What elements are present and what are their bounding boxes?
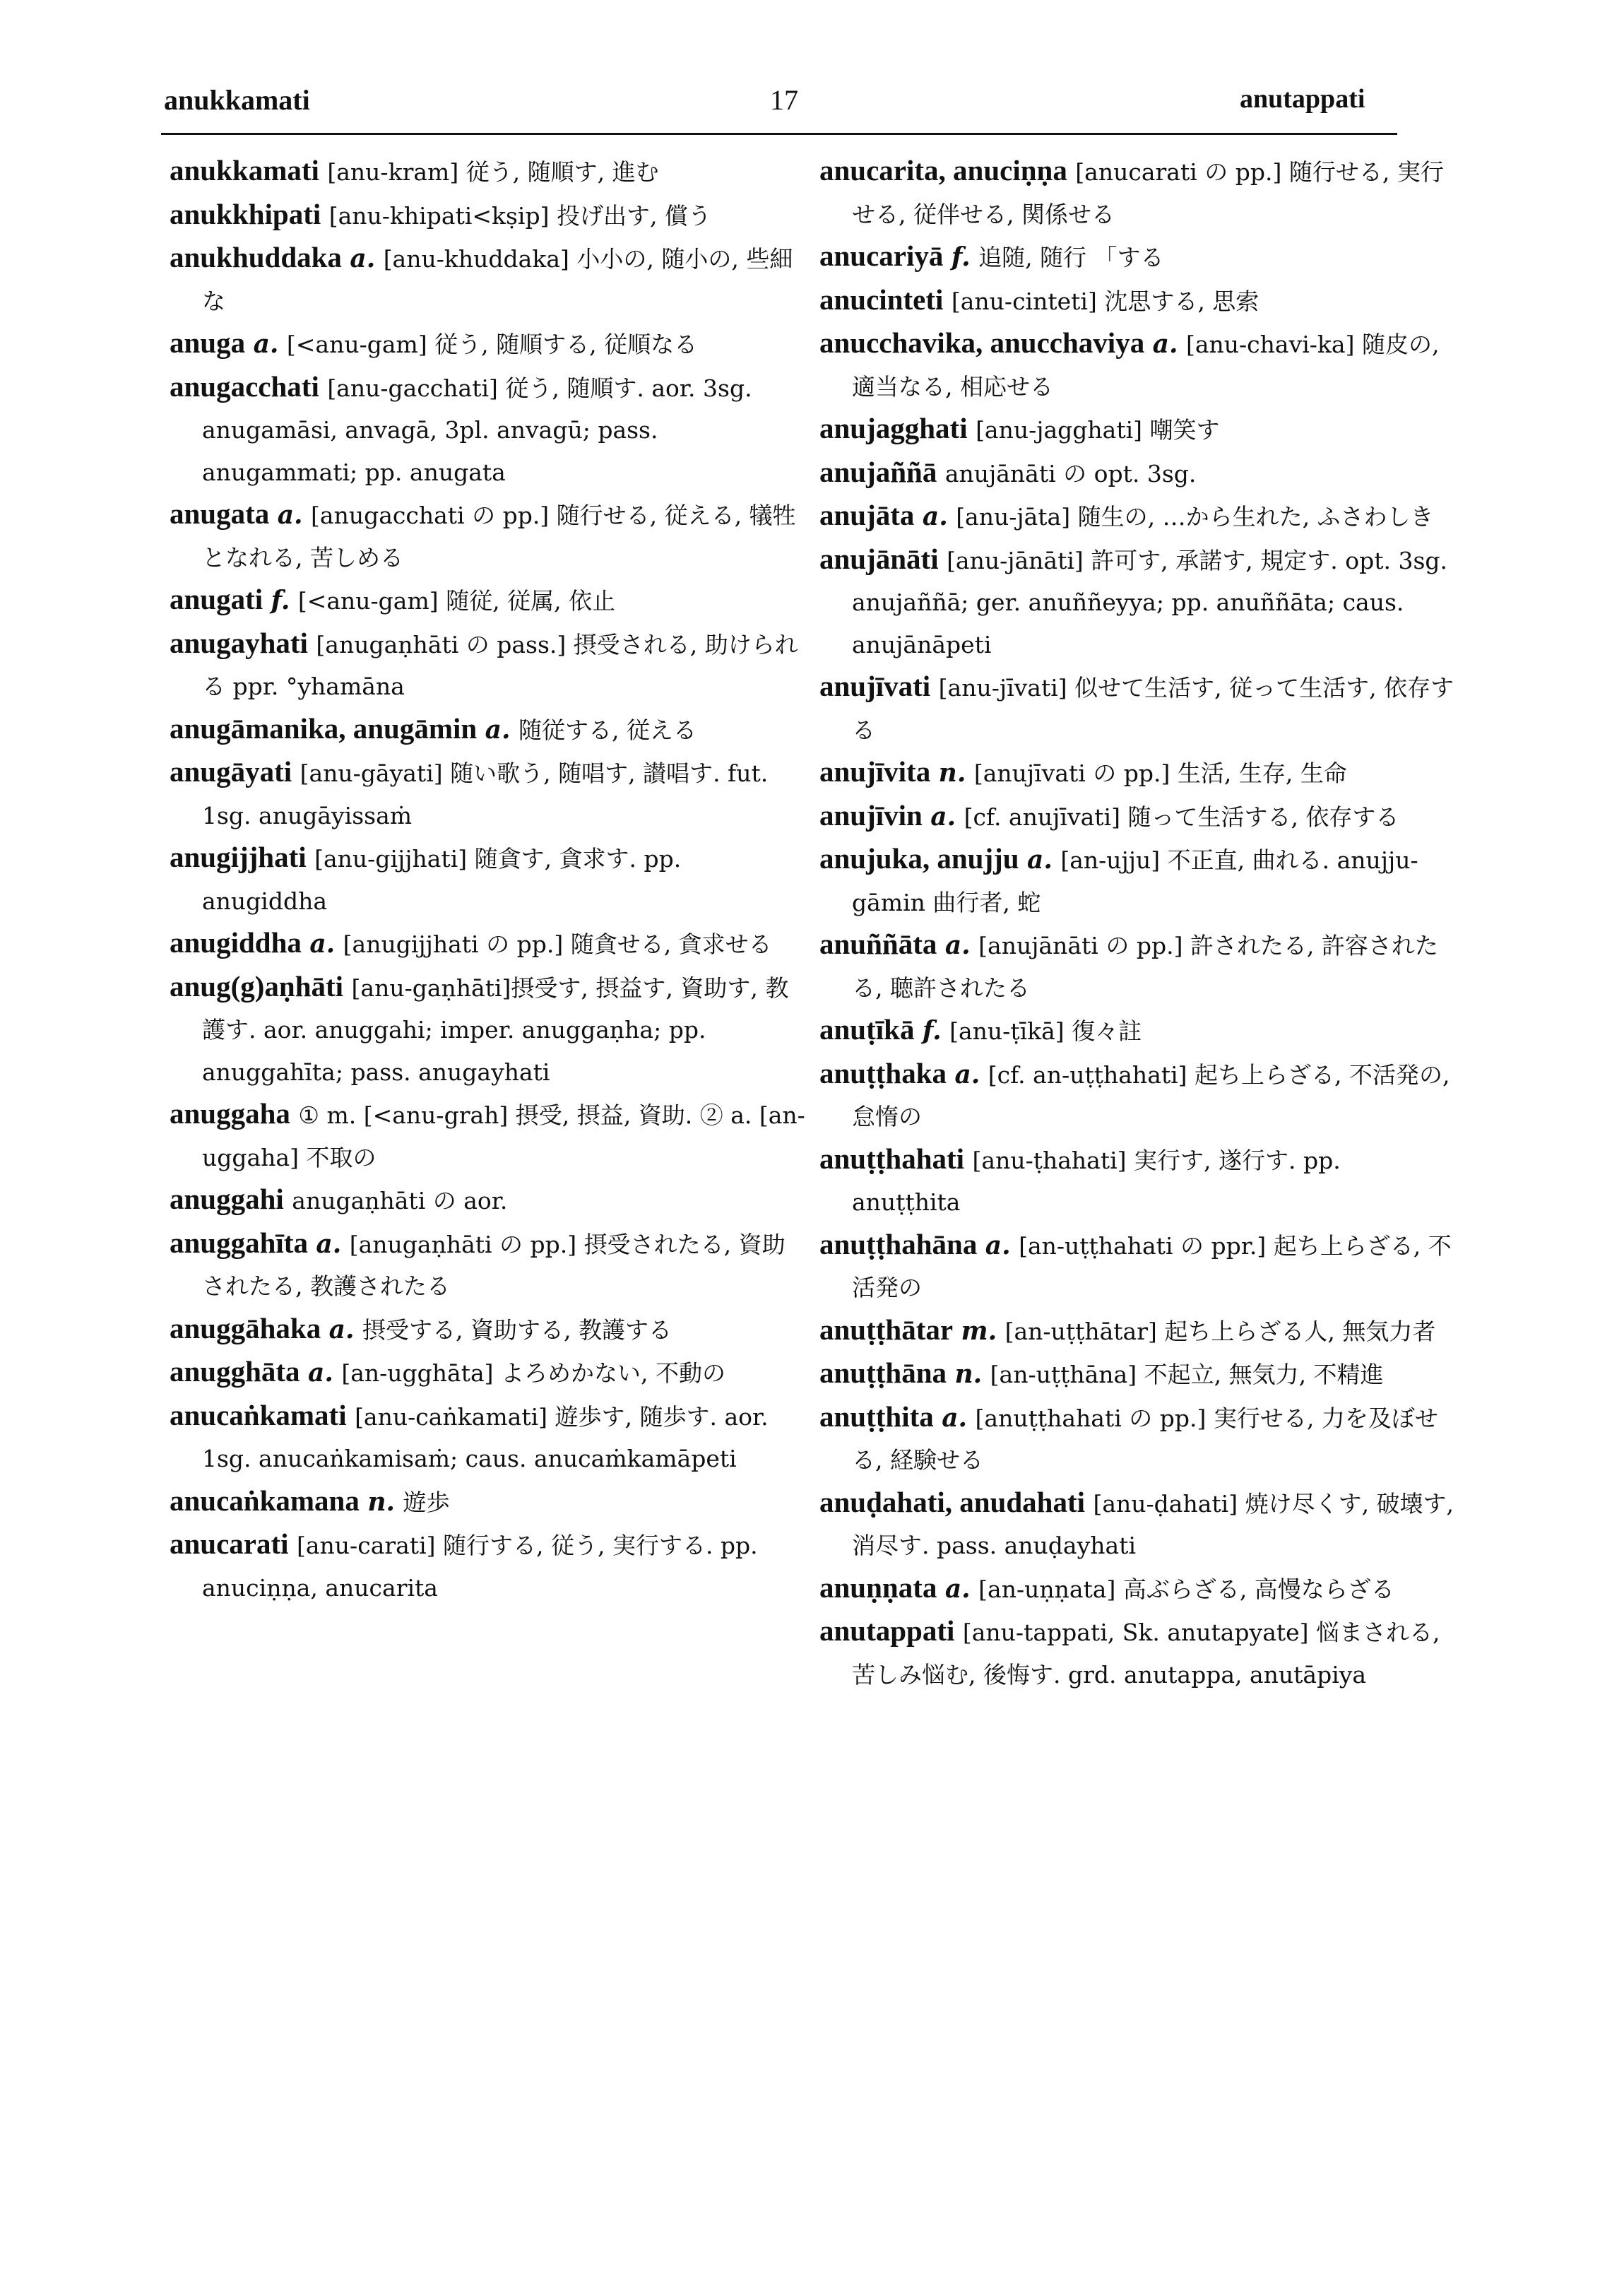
entry-headword: anuṭīkā (819, 1013, 915, 1046)
entry-grammar: a. (277, 500, 303, 530)
dictionary-entry (819, 322, 1455, 408)
dictionary-entry (819, 795, 1455, 839)
entry-definition: anujānāti の opt. 3sg. (944, 459, 1197, 487)
dictionary-entry (170, 322, 805, 366)
dictionary-entry (819, 1138, 1455, 1224)
dictionary-entry (819, 538, 1455, 666)
entry-headword: anuṭṭhita (819, 1400, 934, 1433)
dictionary-entry (819, 1567, 1455, 1611)
entry-definition: [an-uṇṇata] 高ぶらざる, 高慢ならざる (978, 1575, 1394, 1603)
entry-headword: anugata (170, 497, 270, 530)
dictionary-entry (170, 579, 805, 622)
running-head-right: anutappati (1240, 84, 1365, 114)
entry-headword: anugāyati (170, 755, 292, 788)
dictionary-entry (170, 836, 805, 922)
entry-grammar: a. (930, 801, 956, 832)
entry-definition: [anugaṇhāti の pp.] 摂受されたる, 資助されたる, 教護されたる (202, 1230, 786, 1300)
entry-grammar: f. (951, 242, 971, 272)
entry-headword: anujāta (819, 499, 915, 531)
entry-headword: anujagghati (819, 412, 968, 444)
entry-headword: anucarati (170, 1527, 289, 1560)
entry-grammar: a. (1027, 845, 1053, 875)
entry-headword: anuṇṇata (819, 1571, 937, 1604)
entry-definition: [an-uṭṭhahati の ppr.] 起ち上らざる, 不活発の (852, 1231, 1452, 1301)
entry-definition: [anuṭṭhahati の pp.] 実行せる, 力を及ぼせる, 経験せる (852, 1404, 1438, 1474)
entry-definition: [an-uṭṭhātar] 起ち上らざる人, 無気力者 (1004, 1317, 1436, 1345)
entry-grammar: m. (961, 1315, 997, 1346)
entry-definition: [cf. an-uṭṭhahati] 起ち上らざる, 不活発の, 怠惰の (852, 1060, 1450, 1130)
entry-definition: ① m. [<anu-grah] 摂受, 摂益, 資助. ② a. [an-uggaha] 不取の (202, 1101, 805, 1171)
entry-grammar: f. (922, 1016, 942, 1046)
entry-headword: anucchavika, anucchaviya (819, 326, 1145, 359)
entry-definition: [anu-tappati, Sk. anutapyate] 悩まされる, 苦しみ悩む, 後悔す. grd. anutappa, anutāpiya (852, 1619, 1440, 1689)
entry-headword: anukkhipati (170, 197, 321, 230)
dictionary-entry (819, 1224, 1455, 1309)
entry-headword: anugghāta (170, 1355, 300, 1388)
dictionary-entry (170, 1222, 805, 1308)
entry-headword: anucarita, anuciṇṇa (819, 154, 1067, 187)
dictionary-entry (819, 279, 1455, 323)
entry-headword: anuggāhaka (170, 1311, 321, 1344)
entry-definition: [anu-khipati<kṣip] 投げ出す, 償う (328, 201, 711, 230)
entry-definition: [anu-jīvati] 似せて生活す, 従って生活す, 依存する (852, 674, 1454, 744)
entry-headword: anuga (170, 326, 246, 359)
entry-grammar: a. (328, 1314, 355, 1344)
entry-definition: [anu-cinteti] 沈思する, 思索 (951, 287, 1260, 315)
entry-headword: anucaṅkamati (170, 1398, 347, 1431)
entry-definition: [anu-jānāti] 許可す, 承諾す, 規定す. opt. 3sg. anujaññā; ger. anuññeyya; pp. anuññāta; caus. anujānāpeti (852, 546, 1447, 658)
dictionary-entry (170, 1523, 805, 1609)
entry-grammar: a. (316, 1229, 342, 1259)
entry-definition: [anugaṇhāti の pass.] 摂受される, 助けられる ppr. °yhamāna (202, 630, 798, 700)
entry-definition: [an-ujju] 不正直, 曲れる. anujju-gāmin 曲行者, 蛇 (852, 846, 1418, 916)
page-number: 17 (770, 84, 798, 116)
entry-definition: [anu-jāta] 随生の, …から生れた, ふさわしき (956, 503, 1434, 531)
dictionary-entry (819, 451, 1455, 495)
entry-grammar: f. (271, 586, 290, 615)
entry-headword: anugacchati (170, 369, 319, 403)
dictionary-entry (170, 708, 805, 752)
dictionary-entry (819, 1309, 1455, 1353)
entry-definition: [anu-jagghati] 嘲笑す (976, 416, 1220, 444)
entry-definition: 遊歩 (403, 1488, 450, 1516)
entry-headword: anuṭṭhahāna (819, 1227, 978, 1260)
entry-definition: [anugacchati の pp.] 随行せる, 従える, 犠牲となれる, 苦しめる (202, 502, 796, 572)
entry-grammar: a. (944, 930, 971, 960)
left-column (170, 150, 805, 1609)
entry-definition: [anu-gāyati] 随い歌う, 随唱す, 讃唱す. fut. 1sg. anugāyissaṁ (202, 759, 769, 829)
entry-headword: anugayhati (170, 626, 308, 659)
entry-headword: anucaṅkamana (170, 1484, 360, 1517)
dictionary-entry (170, 1395, 805, 1480)
entry-definition: [anu-ḍahati] 焼け尽くす, 破壊す, 消尽す. pass. anuḍayhati (852, 1489, 1454, 1559)
entry-definition: [anu-gijjhati] 随貪す, 貪求す. pp. anugiddha (202, 845, 682, 915)
entry-headword: anuṭṭhaka (819, 1056, 947, 1089)
entry-headword: anucinteti (819, 283, 944, 316)
dictionary-entry (170, 1480, 805, 1524)
right-column (819, 150, 1455, 1696)
dictionary-entry (819, 751, 1455, 795)
dictionary-entry (170, 922, 805, 966)
entry-grammar: a. (954, 1059, 980, 1089)
dictionary-entry (819, 1053, 1455, 1138)
entry-headword: anugāmanika, anugāmin (170, 711, 478, 745)
entry-grammar: a. (485, 714, 511, 745)
entry-definition: [<anu-gam] 従う, 随順する, 従順なる (286, 331, 698, 358)
entry-grammar: n. (938, 758, 966, 788)
entry-headword: anujānāti (819, 542, 939, 575)
entry-grammar: a. (922, 502, 948, 531)
entry-headword: anutappati (819, 1614, 955, 1647)
entry-headword: anukhuddaka (170, 241, 342, 273)
entry-definition: 随従する, 従える (518, 716, 697, 744)
running-head-left: anukkamati (164, 84, 310, 116)
entry-headword: anugijjhati (170, 841, 307, 873)
entry-grammar: a. (1152, 329, 1178, 359)
dictionary-entry (819, 495, 1455, 538)
entry-definition: [anu-gaṇhāti]摂受す, 摂益す, 資助す, 教護す. aor. anuggahi; imper. anuggaṇha; pp. anuggahīta; pass. anugayhati (202, 974, 789, 1086)
entry-headword: anujīvita (819, 755, 931, 788)
dictionary-entry (170, 1093, 805, 1178)
entry-headword: anujuka, anujju (819, 842, 1019, 875)
entry-definition: 摂受する, 資助する, 教護する (362, 1315, 672, 1344)
entry-headword: anucariyā (819, 240, 944, 272)
entry-definition: anugaṇhāti の aor. (292, 1187, 508, 1214)
dictionary-entry (819, 923, 1455, 1009)
entry-definition: [an-ugghāta] よろめかない, 不動の (341, 1359, 725, 1387)
entry-headword: anujīvati (819, 670, 931, 702)
entry-headword: anujīvin (819, 798, 923, 832)
entry-headword: anuṭṭhahati (819, 1142, 965, 1175)
dictionary-entry (170, 966, 805, 1094)
entry-grammar: a. (985, 1230, 1011, 1260)
entry-headword: anugiddha (170, 926, 302, 959)
entry-headword: anuggahīta (170, 1226, 308, 1259)
dictionary-entry (170, 493, 805, 579)
entry-definition: [anu-ṭhahati] 実行す, 遂行す. pp. anuṭṭhita (852, 1146, 1341, 1216)
entry-definition: [anu-carati] 随行する, 従う, 実行する. pp. anuciṇṇa, anucarita (202, 1532, 758, 1602)
entry-definition: [anucarati の pp.] 随行せる, 実行せる, 従伴せる, 関係せる (852, 158, 1444, 228)
entry-definition: [anu-chavi-ka] 随皮の, 適当なる, 相応せる (852, 331, 1440, 401)
entry-headword: anuggahi (170, 1183, 284, 1215)
dictionary-entry (170, 1308, 805, 1352)
dictionary-entry (170, 150, 805, 194)
entry-grammar: a. (350, 244, 376, 273)
entry-definition: [<anu-gam] 随従, 従属, 依止 (297, 587, 616, 615)
dictionary-entry (819, 235, 1455, 279)
entry-definition: [anu-gacchati] 従う, 随順す. aor. 3sg. anugamāsi, anvagā, 3pl. anvagū; pass. anugammati; pp. anugata (202, 374, 752, 486)
dictionary-entry (819, 1610, 1455, 1696)
dictionary-entry (819, 1009, 1455, 1053)
dictionary-entry (819, 666, 1455, 751)
entry-headword: anujaññā (819, 455, 937, 488)
entry-definition: 追随, 随行 「する (978, 244, 1164, 271)
entry-headword: anuṭṭhāna (819, 1356, 947, 1389)
entry-grammar: a. (944, 1573, 971, 1604)
header-rule (161, 133, 1397, 135)
dictionary-entry (819, 838, 1455, 923)
entry-grammar: n. (367, 1486, 396, 1517)
entry-grammar: a. (942, 1402, 968, 1433)
entry-grammar: n. (954, 1359, 983, 1389)
dictionary-entry (819, 1396, 1455, 1482)
dictionary-entry (170, 1178, 805, 1222)
entry-definition: [an-uṭṭhāna] 不起立, 無気力, 不精進 (990, 1361, 1384, 1388)
dictionary-entry (170, 237, 805, 322)
entry-headword: anug(g)aṇhāti (170, 969, 344, 1003)
dictionary-entry (819, 408, 1455, 451)
entry-grammar: a. (253, 329, 279, 359)
entry-definition: [anujīvati の pp.] 生活, 生存, 生命 (973, 759, 1347, 787)
dictionary-entry (170, 366, 805, 494)
dictionary-entry (170, 1351, 805, 1395)
entry-definition: [anujānāti の pp.] 許されたる, 許容されたる, 聴許されたる (852, 932, 1438, 1002)
entry-grammar: a. (309, 929, 336, 959)
entry-definition: [anu-khuddaka] 小小の, 随小の, 些細な (202, 245, 793, 315)
entry-headword: anuggaha (170, 1097, 290, 1130)
dictionary-entry (170, 194, 805, 237)
dictionary-entry (819, 150, 1455, 235)
entry-headword: anuññāta (819, 928, 937, 960)
entry-definition: [cf. anujīvati] 随って生活する, 依存する (964, 803, 1399, 831)
entry-definition: [anugijjhati の pp.] 随貪せる, 貪求せる (343, 930, 772, 958)
dictionary-entry (170, 622, 805, 708)
entry-headword: anukkamati (170, 154, 319, 187)
dictionary-entry (819, 1482, 1455, 1567)
entry-definition: [anu-ṭīkā] 復々註 (949, 1017, 1142, 1045)
entry-definition: [anu-caṅkamati] 遊歩す, 随歩す. aor. 1sg. anucaṅkamisaṁ; caus. anucaṁkamāpeti (202, 1402, 769, 1472)
entry-headword: anuṭṭhātar (819, 1313, 954, 1346)
dictionary-entry (819, 1352, 1455, 1396)
entry-definition: [anu-kram] 従う, 随順す, 進む (327, 158, 659, 186)
entry-grammar: a. (308, 1358, 333, 1388)
entry-headword: anuḍahati, anudahati (819, 1485, 1086, 1518)
dictionary-entry (170, 751, 805, 836)
entry-headword: anugati (170, 583, 263, 615)
